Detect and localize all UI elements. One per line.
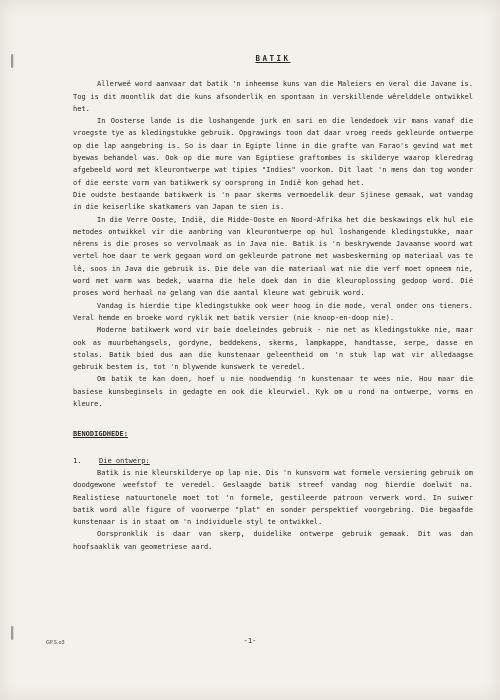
document-title: BATIK xyxy=(255,54,291,63)
subsection-heading xyxy=(73,455,473,467)
paragraph-6: Moderne batikwerk word vir baie doeleindes gebruik - nie net as kledingstukke nie, maar ook as muurbehangsels, gordyne, beddekens, skerms, lampkappe, handtasse, serpe, dasse en stolas. Batik bied dus aan die kunstenaar geleentheid om 'n stuk lap wat vir alledaagse gebruik bestem is, tot 'n blywende kunswerk te veredel. xyxy=(73,326,473,372)
sub-paragraph-2: Oorspronklik is daar van skerp, duidelike ontwerpe gebruik gemaak. Dit was dan hoofsaaklik van geometriese aard. xyxy=(73,530,473,551)
page-number: -1- xyxy=(243,637,257,645)
subsection-number: 1. xyxy=(73,456,82,465)
staple-top xyxy=(11,54,13,68)
paragraph-7: Om batik te kan doen, hoef u nie noodwendig 'n kunstenaar te wees nie. Hou maar die basiese kunsbeginsels in gedagte en ook die kleurwiel. Kyk om u rond na ontwerpe, vorms en kleure. xyxy=(73,375,473,409)
subsection-label: Die ontwerp: xyxy=(99,456,150,465)
paragraph-4: In die Verre Ooste, Indië, die Midde-Ooste en Noord-Afrika het die beskawings elk hul eie metodes ontwikkel vir die aanbring van kleurontwerpe op hul loshangende kledingstukke, maar nêrens is die proses so vervolmaak as in Java nie. Batik is 'n beskrywende Javaanse woord wat vertel hoe daar te werk gegaan word om gekleurde patrone met wasbeskerming op materiaal vas te lê, soos in Java die gebruik is. Die dele van die materiaal wat nie die verf moet opneem nie, word met warm was bedek, waarna die hele doek dan in die kleuroplossing gedoop word. Dié proses word herhaal na gelang van die aantal kleure wat gebruik word. xyxy=(73,215,473,298)
sub-paragraph-1: Batik is nie kleurskilderye op lap nie. Dis 'n kunsvorm wat formele versiering gebruik om doodgewone weefstof te veredel. Geslaagde batik streef vandag nog hierdie doelwit na. Realistiese natuurtonele moet tot 'n formele, gestileerde patroon verwerk word. In suiwer batik word alle figure of voorwerpe "plat" en sonder perspektief voorgebring. Die begaafde kunstenaar is in staat om 'n individuele styl te ontwikkel. xyxy=(73,468,473,527)
paragraph-3: Die oudste bestaande batikwerk is 'n paar skerms vermoedelik deur Sjinese gemaak, wat vandag in die keiserlike skatkamers van Japan te sien is. xyxy=(73,190,473,212)
staple-bottom xyxy=(11,626,13,640)
section-heading: BENODIGDHEDE: xyxy=(73,430,128,439)
document-body xyxy=(73,53,473,553)
paragraph-1: Allerweë word aanvaar dat batik 'n inheemse kuns van die Maleiers en veral die Javane is. Tog is dit moontlik dat die kuns afsonderlik en spontaan in verskillende wêrelddele ontwikkel het. xyxy=(73,80,473,113)
footer-code: GP.S.o3 xyxy=(46,640,65,646)
paragraph-5: Vandag is hierdie tipe kledingstukke ook weer hoog in die mode, veral onder ons tieners. Veral hemde en broeke word ryklik met batik versier (nie knoop-en-doop nie). xyxy=(73,301,473,322)
paragraph-2: In Oosterse lande is die loshangende jurk en sari en die lendedoek vir mans vanaf die vroegste tye as kledingstukke gebruik. Opgrawings toon dat daar vroeg reeds gekleurde ontwerpe op die lap aangebring is. So is daar in Egipte linne in die grafte van Farao's gevind wat met byewas behandel was. Ook op die mure van Egiptiese graftombes is skilderye waarop kleredrag afgebeeld word met kleurontwerpe wat tipies "Indies" voorkom. Dit laat 'n mens dan tog wonder of die eerste vorm van batikwerk sy oorsprong in Indië kon gehad het. xyxy=(73,117,473,187)
